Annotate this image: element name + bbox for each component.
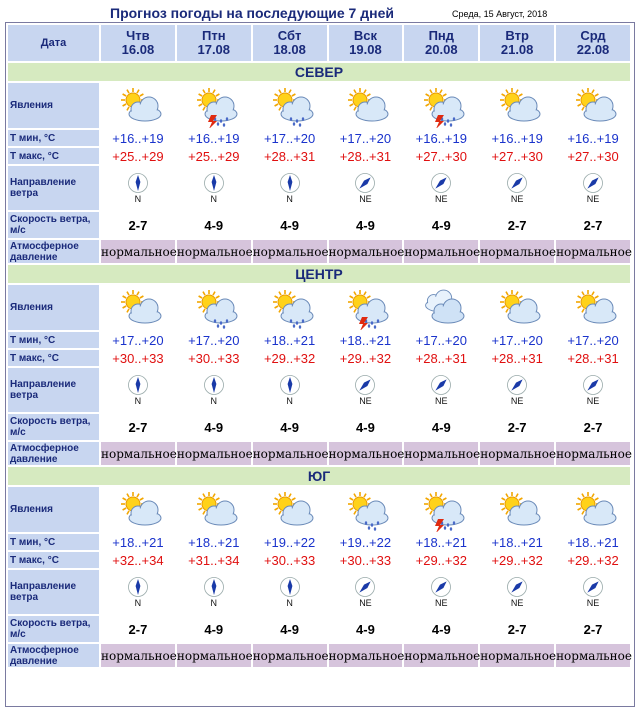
partly-cloudy-icon xyxy=(556,488,630,532)
wind-arrow-icon xyxy=(329,576,403,598)
wind-dir-cell xyxy=(404,368,478,412)
pressure-cell: нормальное xyxy=(480,644,554,667)
wind-speed-cell: 4-9 xyxy=(253,616,327,642)
wind-dir-label: NE xyxy=(586,194,600,204)
partly-cloudy-icon xyxy=(556,84,630,128)
wind-speed-cell: 2-7 xyxy=(480,414,554,440)
weather-cell xyxy=(556,487,630,532)
tmax-cell: +27..+30 xyxy=(556,148,630,164)
weather-row xyxy=(8,83,630,128)
day-date: 20.08 xyxy=(425,42,458,57)
wind-dir-label: NE xyxy=(359,396,372,406)
tmax-cell: +32..+34 xyxy=(101,552,175,568)
tmax-cell: +29..+32 xyxy=(329,350,403,366)
row-label-wind-dir: Направление ветра xyxy=(8,368,99,412)
weather-cell xyxy=(556,83,630,128)
pressure-cell: нормальное xyxy=(177,240,251,263)
weather-cell xyxy=(404,83,478,128)
wind-arrow-icon xyxy=(101,172,175,194)
row-label-pressure: Атмосферное давление xyxy=(8,442,99,465)
partly-cloudy-icon xyxy=(556,286,630,330)
wind-dir-row xyxy=(8,570,630,614)
day-of-week: Втр xyxy=(505,28,529,43)
wind-arrow-icon xyxy=(329,172,403,194)
day-date: 16.08 xyxy=(121,42,155,57)
tmin-cell: +18..+21 xyxy=(404,534,478,550)
row-label-wind-speed: Скорость ветра, м/с xyxy=(8,616,99,642)
pressure-cell: нормальное xyxy=(329,644,403,667)
pressure-row xyxy=(8,240,630,263)
day-of-week: Пнд xyxy=(428,28,455,43)
tmin-cell: +17..+20 xyxy=(329,130,403,146)
weather-cell xyxy=(404,487,478,532)
weather-cell xyxy=(101,487,175,532)
weather-cell xyxy=(177,285,251,330)
wind-dir-label: N xyxy=(210,194,218,204)
tmin-cell: +18..+21 xyxy=(101,534,175,550)
row-label-wind-dir: Направление ветра xyxy=(8,166,99,210)
pressure-cell: нормальное xyxy=(177,644,251,667)
row-label-tmax: Т макс, °С xyxy=(8,552,99,568)
day-header xyxy=(101,25,175,61)
partly-cloudy-icon xyxy=(101,286,175,330)
row-label-wind-speed: Скорость ветра, м/с xyxy=(8,414,99,440)
wind-arrow-icon xyxy=(404,374,478,396)
pressure-cell: нормальное xyxy=(480,442,554,465)
weather-cell xyxy=(253,285,327,330)
wind-arrow-icon xyxy=(404,576,478,598)
tmin-cell: +16..+19 xyxy=(480,130,554,146)
current-date: Среда, 15 Август, 2018 xyxy=(452,9,548,19)
tmin-cell: +18..+21 xyxy=(329,332,403,348)
partly-cloudy-icon xyxy=(480,286,554,330)
wind-speed-cell: 4-9 xyxy=(404,616,478,642)
page-title: Прогноз погоды на последующие 7 дней xyxy=(110,5,394,21)
tmax-row xyxy=(8,148,630,164)
row-label-tmin: Т мин, °С xyxy=(8,534,99,550)
day-date: 18.08 xyxy=(273,42,306,57)
wind-speed-cell: 4-9 xyxy=(177,616,251,642)
tmin-cell: +19..+22 xyxy=(253,534,327,550)
wind-arrow-icon xyxy=(253,374,327,396)
tmin-cell: +17..+20 xyxy=(556,332,630,348)
tmax-cell: +27..+30 xyxy=(404,148,478,164)
partly-cloudy-icon xyxy=(480,488,554,532)
pressure-cell: нормальное xyxy=(253,240,327,263)
wind-speed-cell: 2-7 xyxy=(480,616,554,642)
row-label-weather: Явления xyxy=(8,83,99,128)
tmin-cell: +17..+20 xyxy=(480,332,554,348)
row-label-tmax: Т макс, °С xyxy=(8,350,99,366)
tmax-cell: +28..+31 xyxy=(556,350,630,366)
row-label-wind-dir: Направление ветра xyxy=(8,570,99,614)
pressure-cell: нормальное xyxy=(253,644,327,667)
tmin-cell: +17..+20 xyxy=(101,332,175,348)
wind-dir-label: NE xyxy=(510,598,524,608)
wind-dir-cell xyxy=(101,368,175,412)
pressure-cell: нормальное xyxy=(101,240,175,263)
wind-dir-label: N xyxy=(210,396,218,406)
wind-dir-cell xyxy=(177,570,251,614)
wind-arrow-icon xyxy=(329,374,403,396)
weather-cell xyxy=(480,487,554,532)
wind-arrow-icon xyxy=(101,374,175,396)
wind-dir-label: NE xyxy=(359,194,372,204)
wind-speed-cell: 2-7 xyxy=(480,212,554,238)
partly-cloudy-icon xyxy=(253,488,327,532)
pressure-cell: нормальное xyxy=(329,240,403,263)
day-header xyxy=(177,25,251,61)
wind-speed-cell: 2-7 xyxy=(101,212,175,238)
wind-speed-row xyxy=(8,212,630,238)
wind-speed-cell: 4-9 xyxy=(329,616,403,642)
region-header xyxy=(8,467,630,485)
row-label-pressure: Атмосферное давление xyxy=(8,644,99,667)
wind-arrow-icon xyxy=(556,374,630,396)
weather-cell xyxy=(480,83,554,128)
day-of-week: Вск xyxy=(353,28,378,43)
tmax-row xyxy=(8,552,630,568)
tmax-cell: +30..+33 xyxy=(253,552,327,568)
wind-dir-cell xyxy=(404,570,478,614)
day-header xyxy=(329,25,403,61)
wind-speed-cell: 2-7 xyxy=(556,616,630,642)
tmin-row xyxy=(8,534,630,550)
wind-dir-cell xyxy=(556,570,630,614)
pressure-cell: нормальное xyxy=(101,644,175,667)
wind-dir-label: NE xyxy=(510,396,524,406)
wind-dir-cell xyxy=(253,166,327,210)
tmin-cell: +16..+19 xyxy=(101,130,175,146)
partly-cloudy-icon xyxy=(101,84,175,128)
thunderstorm-rain-icon xyxy=(404,84,478,128)
tmax-cell: +28..+31 xyxy=(329,148,403,164)
wind-dir-cell xyxy=(556,166,630,210)
wind-speed-row xyxy=(8,414,630,440)
partly-cloudy-icon xyxy=(177,488,251,532)
tmin-cell: +18..+21 xyxy=(177,534,251,550)
weather-cell xyxy=(101,285,175,330)
day-date: 22.08 xyxy=(576,42,610,57)
tmax-cell: +28..+31 xyxy=(480,350,554,366)
weather-row xyxy=(8,285,630,330)
wind-arrow-icon xyxy=(556,576,630,598)
sun-cloud-rain-icon xyxy=(253,84,327,128)
wind-arrow-icon xyxy=(253,172,327,194)
region-name: ЮГ xyxy=(8,467,630,485)
wind-arrow-icon xyxy=(404,172,478,194)
tmax-cell: +29..+32 xyxy=(253,350,327,366)
forecast-frame xyxy=(5,22,635,707)
pressure-cell: нормальное xyxy=(101,442,175,465)
weather-cell xyxy=(329,487,403,532)
day-of-week: Срд xyxy=(580,28,606,43)
tmax-cell: +29..+32 xyxy=(404,552,478,568)
pressure-cell: нормальное xyxy=(404,240,478,263)
header-row xyxy=(8,25,630,61)
wind-dir-cell xyxy=(404,166,478,210)
weather-cell xyxy=(253,487,327,532)
tmin-cell: +16..+19 xyxy=(556,130,630,146)
day-of-week: Птн xyxy=(201,28,226,43)
wind-dir-cell xyxy=(101,570,175,614)
pressure-row xyxy=(8,442,630,465)
wind-arrow-icon xyxy=(177,172,251,194)
wind-dir-cell xyxy=(177,368,251,412)
wind-dir-row xyxy=(8,166,630,210)
pressure-cell: нормальное xyxy=(253,442,327,465)
tmin-cell: +19..+22 xyxy=(329,534,403,550)
wind-arrow-icon xyxy=(177,576,251,598)
row-label-tmax: Т макс, °С xyxy=(8,148,99,164)
tmax-row xyxy=(8,350,630,366)
thunderstorm-rain-icon xyxy=(177,84,251,128)
wind-speed-cell: 4-9 xyxy=(177,212,251,238)
tmax-cell: +28..+31 xyxy=(253,148,327,164)
wind-speed-cell: 2-7 xyxy=(101,616,175,642)
wind-dir-label: NE xyxy=(435,194,448,204)
wind-dir-label: N xyxy=(286,194,293,204)
day-date: 21.08 xyxy=(500,42,534,57)
wind-dir-cell xyxy=(480,166,554,210)
wind-dir-cell xyxy=(329,166,403,210)
wind-speed-cell: 2-7 xyxy=(556,414,630,440)
tmin-cell: +16..+19 xyxy=(177,130,251,146)
tmax-cell: +25..+29 xyxy=(101,148,175,164)
day-date: 19.08 xyxy=(349,42,382,57)
wind-dir-label: N xyxy=(134,598,142,608)
wind-dir-label: N xyxy=(210,598,218,608)
wind-dir-cell xyxy=(329,570,403,614)
wind-dir-cell xyxy=(556,368,630,412)
thunderstorm-rain-icon xyxy=(329,286,403,330)
region-name: ЦЕНТР xyxy=(8,265,630,283)
tmin-cell: +18..+21 xyxy=(480,534,554,550)
tmax-cell: +30..+33 xyxy=(177,350,251,366)
tmax-cell: +31..+34 xyxy=(177,552,251,568)
weather-cell xyxy=(329,83,403,128)
wind-speed-cell: 4-9 xyxy=(329,414,403,440)
partly-cloudy-icon xyxy=(329,84,403,128)
wind-dir-cell xyxy=(480,570,554,614)
pressure-cell: нормальное xyxy=(480,240,554,263)
region-header xyxy=(8,63,630,81)
wind-dir-cell xyxy=(253,368,327,412)
weather-cell xyxy=(177,487,251,532)
weather-cell xyxy=(177,83,251,128)
wind-dir-label: N xyxy=(134,194,142,204)
tmin-row xyxy=(8,130,630,146)
weather-cell xyxy=(480,285,554,330)
wind-arrow-icon xyxy=(480,374,554,396)
pressure-cell: нормальное xyxy=(404,644,478,667)
tmax-cell: +25..+29 xyxy=(177,148,251,164)
day-header xyxy=(253,25,327,61)
row-label-tmin: Т мин, °С xyxy=(8,332,99,348)
sun-cloud-rain-icon xyxy=(329,488,403,532)
weather-cell xyxy=(329,285,403,330)
wind-speed-cell: 4-9 xyxy=(253,414,327,440)
tmax-cell: +27..+30 xyxy=(480,148,554,164)
pressure-cell: нормальное xyxy=(404,442,478,465)
wind-dir-cell xyxy=(480,368,554,412)
thunderstorm-rain-icon xyxy=(404,488,478,532)
row-label-weather: Явления xyxy=(8,285,99,330)
wind-speed-cell: 4-9 xyxy=(404,414,478,440)
wind-dir-cell xyxy=(101,166,175,210)
wind-arrow-icon xyxy=(480,576,554,598)
page-header xyxy=(0,0,636,22)
wind-dir-label: NE xyxy=(586,598,600,608)
wind-dir-row xyxy=(8,368,630,412)
wind-arrow-icon xyxy=(101,576,175,598)
wind-dir-label: NE xyxy=(435,396,448,406)
tmin-cell: +16..+19 xyxy=(404,130,478,146)
wind-speed-row xyxy=(8,616,630,642)
region-name: СЕВЕР xyxy=(8,63,630,81)
wind-speed-cell: 4-9 xyxy=(404,212,478,238)
pressure-cell: нормальное xyxy=(556,442,630,465)
wind-arrow-icon xyxy=(556,172,630,194)
wind-dir-cell xyxy=(177,166,251,210)
wind-speed-cell: 4-9 xyxy=(177,414,251,440)
wind-dir-label: NE xyxy=(435,598,448,608)
wind-arrow-icon xyxy=(253,576,327,598)
wind-dir-cell xyxy=(329,368,403,412)
tmin-row xyxy=(8,332,630,348)
day-header xyxy=(480,25,554,61)
pressure-cell: нормальное xyxy=(329,442,403,465)
row-label-pressure: Атмосферное давление xyxy=(8,240,99,263)
partly-cloudy-icon xyxy=(101,488,175,532)
wind-speed-cell: 2-7 xyxy=(101,414,175,440)
tmin-cell: +18..+21 xyxy=(556,534,630,550)
wind-dir-label: NE xyxy=(510,194,524,204)
wind-dir-label: NE xyxy=(359,598,372,608)
sun-cloud-rain-icon xyxy=(253,286,327,330)
wind-dir-cell xyxy=(253,570,327,614)
tmax-cell: +30..+33 xyxy=(101,350,175,366)
pressure-cell: нормальное xyxy=(177,442,251,465)
wind-arrow-icon xyxy=(177,374,251,396)
wind-dir-label: NE xyxy=(586,396,600,406)
wind-dir-label: N xyxy=(134,396,142,406)
wind-speed-cell: 4-9 xyxy=(253,212,327,238)
day-header xyxy=(404,25,478,61)
day-header xyxy=(556,25,630,61)
pressure-row xyxy=(8,644,630,667)
weather-cell xyxy=(101,83,175,128)
wind-dir-label: N xyxy=(286,396,293,406)
sun-cloud-rain-icon xyxy=(177,286,251,330)
pressure-cell: нормальное xyxy=(556,240,630,263)
day-of-week: Чтв xyxy=(126,28,150,43)
tmin-cell: +17..+20 xyxy=(253,130,327,146)
tmax-cell: +28..+31 xyxy=(404,350,478,366)
weather-cell xyxy=(556,285,630,330)
cloudy-icon xyxy=(404,286,478,330)
tmin-cell: +17..+20 xyxy=(177,332,251,348)
wind-speed-cell: 2-7 xyxy=(556,212,630,238)
weather-row xyxy=(8,487,630,532)
forecast-table xyxy=(6,23,632,669)
tmax-cell: +29..+32 xyxy=(480,552,554,568)
partly-cloudy-icon xyxy=(480,84,554,128)
weather-cell xyxy=(404,285,478,330)
wind-dir-label: N xyxy=(286,598,293,608)
day-date: 17.08 xyxy=(197,42,231,57)
tmin-cell: +17..+20 xyxy=(404,332,478,348)
tmax-cell: +29..+32 xyxy=(556,552,630,568)
pressure-cell: нормальное xyxy=(556,644,630,667)
day-of-week: Сбт xyxy=(277,28,302,43)
date-label: Дата xyxy=(8,25,99,61)
tmax-cell: +30..+33 xyxy=(329,552,403,568)
row-label-wind-speed: Скорость ветра, м/с xyxy=(8,212,99,238)
region-header xyxy=(8,265,630,283)
row-label-weather: Явления xyxy=(8,487,99,532)
tmin-cell: +18..+21 xyxy=(253,332,327,348)
weather-cell xyxy=(253,83,327,128)
row-label-tmin: Т мин, °С xyxy=(8,130,99,146)
wind-arrow-icon xyxy=(480,172,554,194)
wind-speed-cell: 4-9 xyxy=(329,212,403,238)
